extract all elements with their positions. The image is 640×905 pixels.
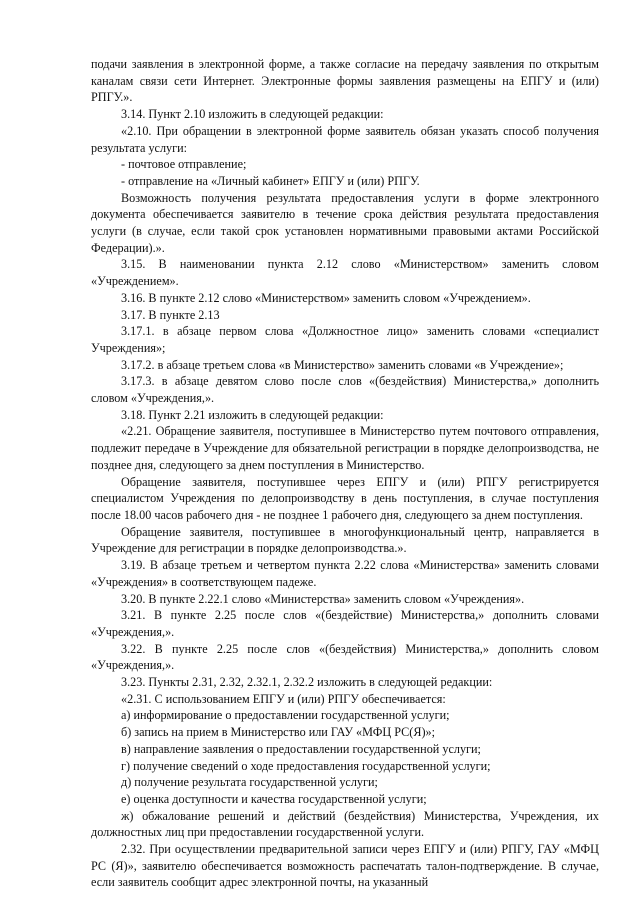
paragraph: «2.21. Обращение заявителя, поступившее в Министерство путем почтового отправления, подлежит передаче в Учреждение для обязательной регистрации в порядке делопроизводства, не позднее дня, следующего за днем поступления в Министерство. [91, 424, 599, 472]
list-item: б) запись на прием в Министерство или ГАУ «МФЦ РС(Я)»; [121, 725, 436, 740]
paragraph: 3.16. В пункте 2.12 слово «Министерством» заменить словом «Учреждением». [121, 290, 531, 305]
paragraph: 3.23. Пункты 2.31, 2.32, 2.32.1, 2.32.2 изложить в следующей редакции: [121, 675, 493, 690]
paragraph: «2.31. С использованием ЕПГУ и (или) РПГУ обеспечивается: [121, 691, 446, 706]
paragraph: 3.17.3. в абзаце девятом слово после слов «(бездействия) Министерства,» дополнить словом «Учреждения,». [91, 374, 599, 406]
paragraph: 3.14. Пункт 2.10 изложить в следующей редакции: [121, 107, 384, 122]
paragraph: «2.10. При обращении в электронной форме заявитель обязан указать способ получения результата услуги: [91, 123, 599, 155]
list-item: а) информирование о предоставлении государственной услуги; [121, 708, 450, 723]
paragraph: 3.21. В пункте 2.25 после слов «(бездействие) Министерства,» дополнить словами «Учреждения,». [91, 608, 599, 639]
list-item: г) получение сведений о ходе предоставления государственной услуги; [121, 758, 491, 773]
paragraph: Обращение заявителя, поступившее в многофункциональный центр, направляется в Учреждение для регистрации в порядке делопроизводства.». [91, 524, 599, 556]
list-item: в) направление заявления о предоставлении государственной услуги; [121, 741, 481, 756]
paragraph: 3.22. В пункте 2.25 после слов «(бездействия) Министерства,» дополнить словом «Учреждения,». [91, 641, 599, 673]
paragraph: 3.18. Пункт 2.21 изложить в следующей редакции: [121, 407, 384, 422]
paragraph: Возможность получения результата предоставления услуги в форме электронного документа обеспечивается заявителю в течение срока действия результата предоставления услуги (в случае, если такой срок установлен нормативными правовыми актами Российской Федерации).». [91, 190, 599, 255]
paragraph: подачи заявления в электронной форме, а также согласие на передачу заявления по открытым каналам связи сети Интернет. Электронные формы заявления размещены на ЕПГУ и (или) РПГУ.». [91, 57, 599, 105]
paragraph: Обращение заявителя, поступившее через ЕПГУ и (или) РПГУ регистрируется специалистом Учреждения по делопроизводству в день поступления, в случае поступления после 18.00 часов рабочего дня - не позднее 1 рабочего дня, следующего за днем поступления. [91, 474, 599, 522]
paragraph: 3.15. В наименовании пункта 2.12 слово «Министерством» заменить словом «Учреждением». [91, 257, 599, 289]
list-item: е) оценка доступности и качества государственной услуги; [121, 791, 427, 806]
document-page [91, 56, 599, 891]
paragraph: 3.20. В пункте 2.22.1 слово «Министерства» заменить словом «Учреждения». [121, 591, 525, 606]
list-item: - отправление на «Личный кабинет» ЕПГУ и (или) РПГУ. [121, 173, 420, 188]
paragraph: 3.17. В пункте 2.13 [121, 307, 220, 322]
list-item: ж) обжалование решений и действий (бездействия) Министерства, Учреждения, их должностных лиц при предоставлении государственной услуги. [91, 808, 599, 840]
list-item: - почтовое отправление; [121, 157, 247, 172]
paragraph: 3.19. В абзаце третьем и четвертом пункта 2.22 слова «Министерства» заменить словами «Учреждения» в соответствующем падеже. [91, 558, 599, 589]
paragraph: 3.17.1. в абзаце первом слова «Должностное лицо» заменить словами «специалист Учреждения»; [91, 324, 599, 355]
paragraph: 3.17.2. в абзаце третьем слова «в Министерство» заменить словами «в Учреждение»; [121, 357, 564, 372]
list-item: д) получение результата государственной услуги; [121, 775, 378, 790]
paragraph: 2.32. При осуществлении предварительной записи через ЕПГУ и (или) РПГУ, ГАУ «МФЦ РС (Я)», заявителю обеспечивается возможность распечатать талон-подтверждение. В случае, если заявитель сообщит адрес электронной почты, на указанный [91, 842, 599, 890]
